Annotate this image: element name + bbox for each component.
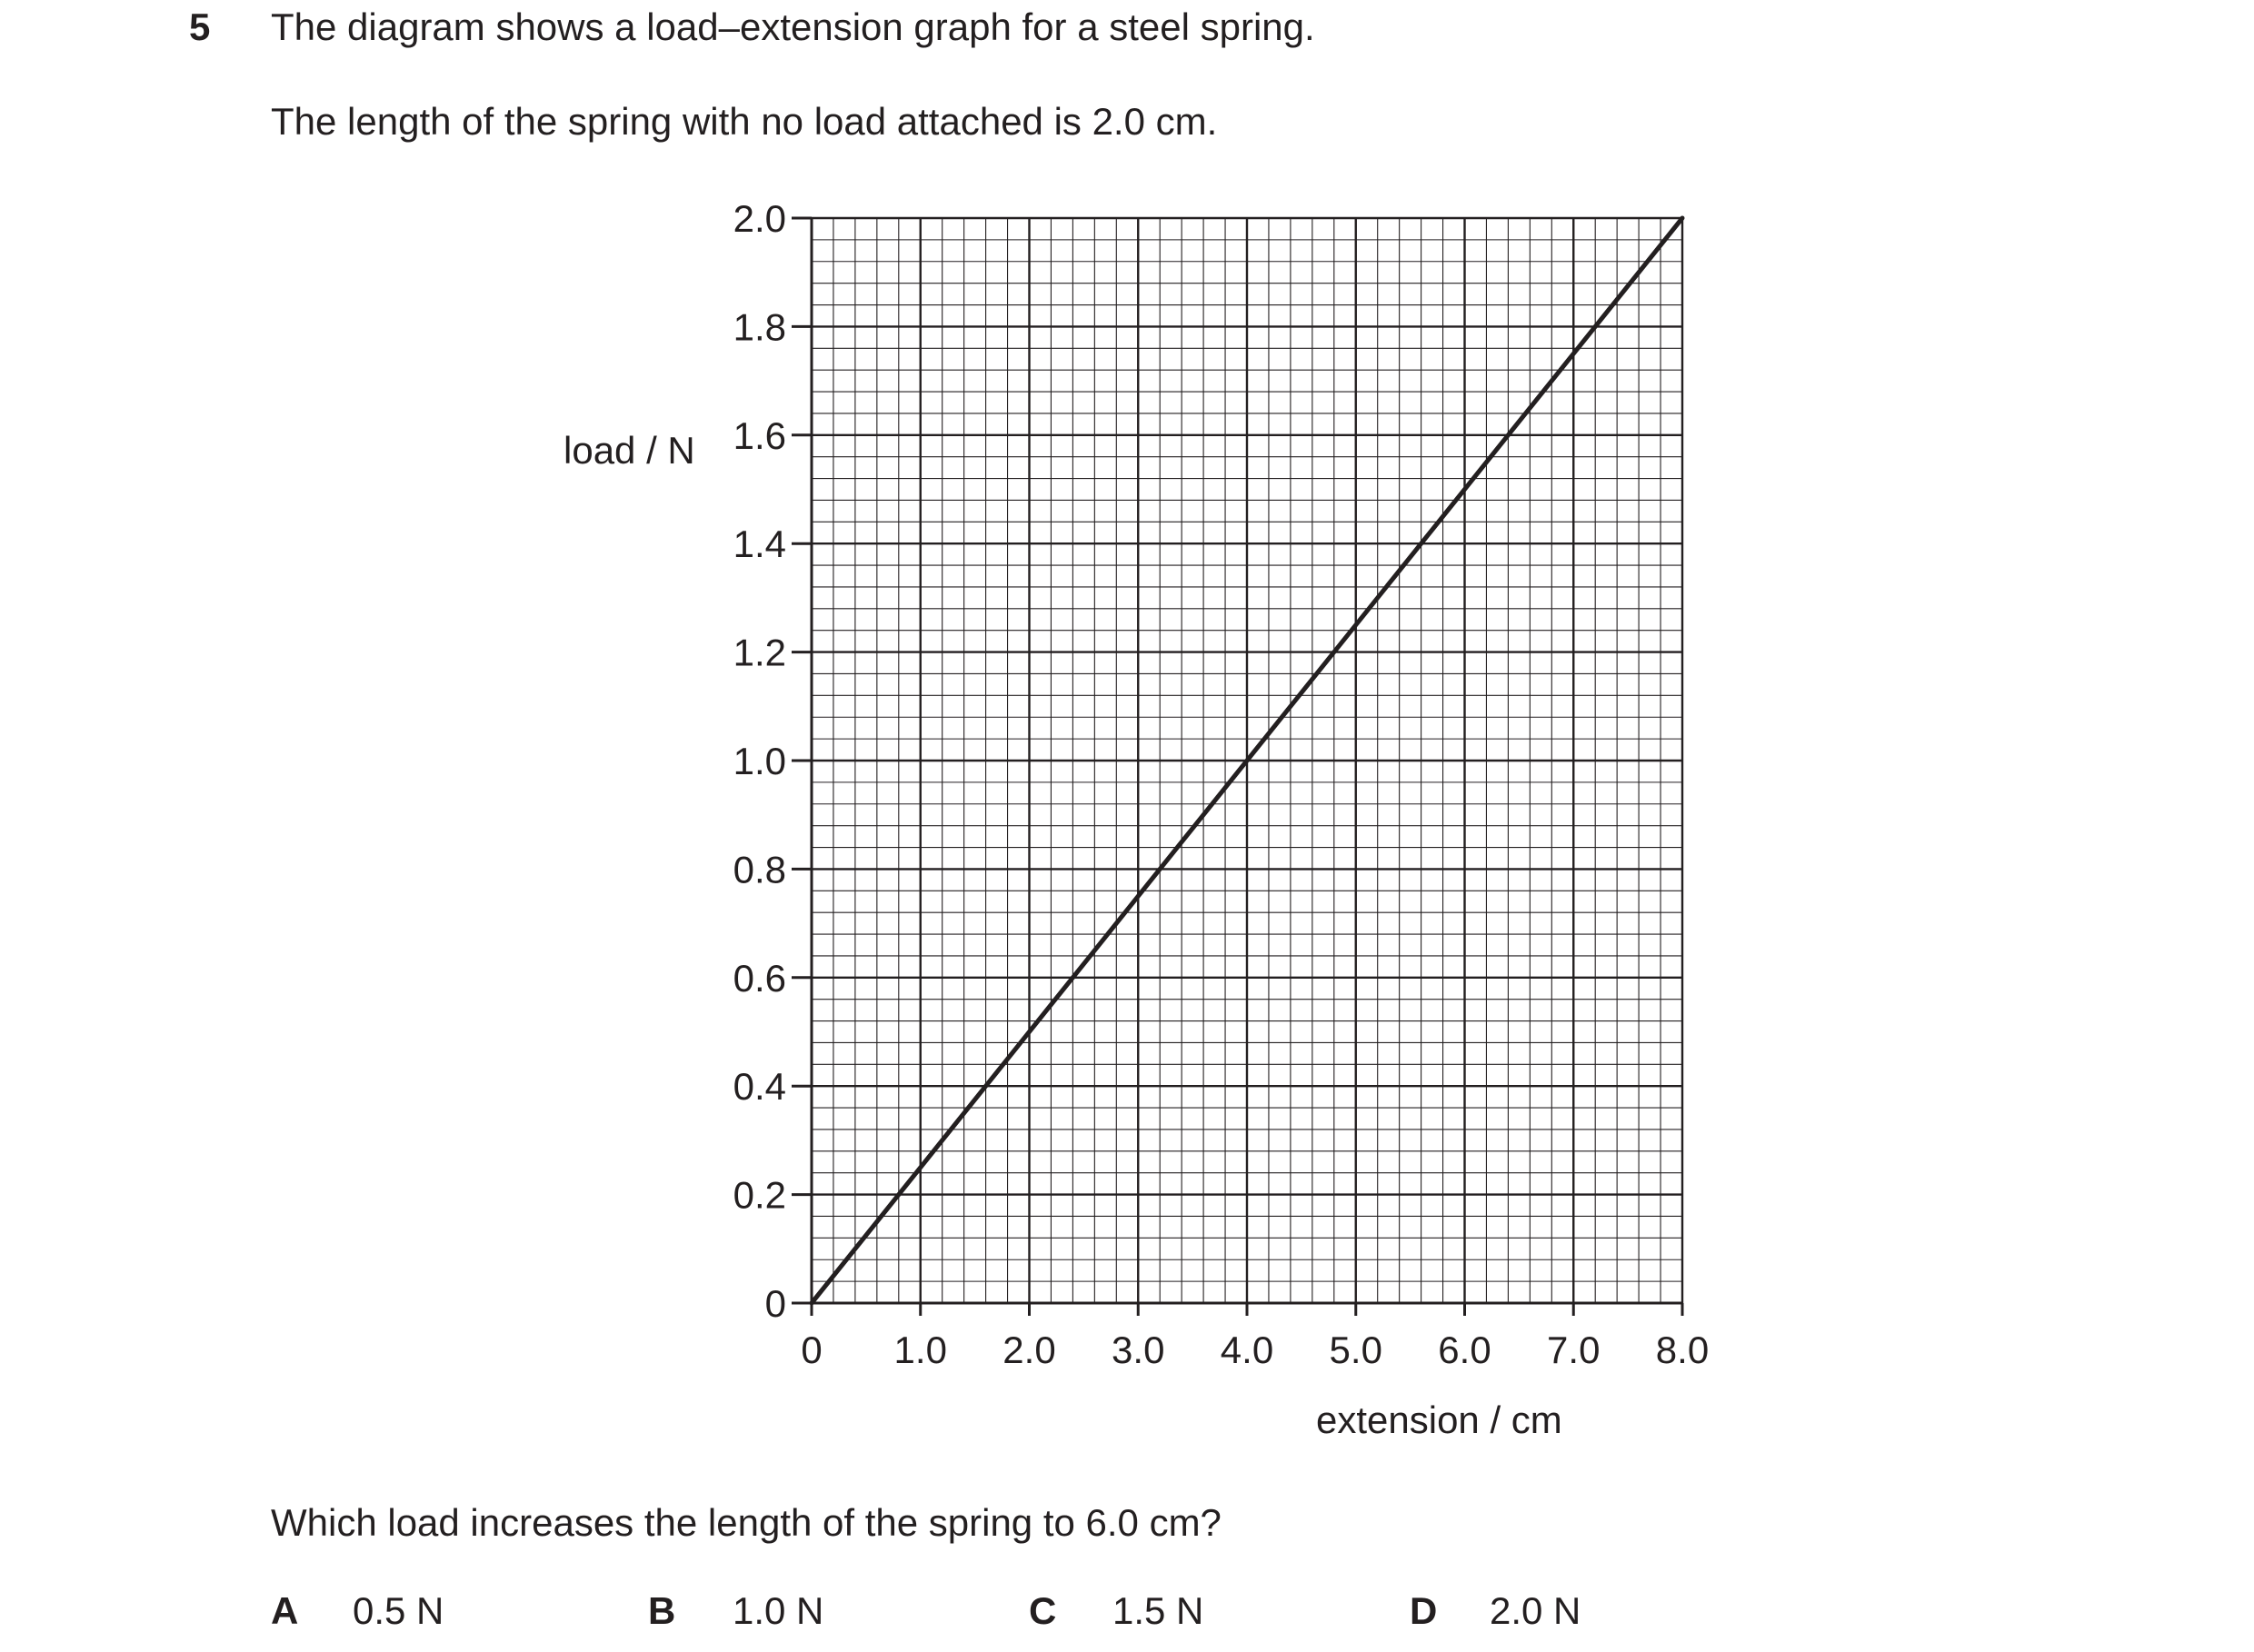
option-c-value[interactable]: 1.5 N <box>1112 1589 1204 1632</box>
minor-grid <box>812 218 1682 1303</box>
series-lines <box>812 218 1682 1303</box>
question-stem-line-1: The diagram shows a load–extension graph for a steel spring. <box>271 5 1315 48</box>
option-a-value[interactable]: 0.5 N <box>353 1589 444 1632</box>
x-axis-label: extension / cm <box>1316 1398 1562 1441</box>
x-tick-label: 6.0 <box>1438 1329 1491 1371</box>
x-tick-label: 5.0 <box>1329 1329 1382 1371</box>
option-b-letter: B <box>648 1589 676 1632</box>
y-tick-label: 0 <box>764 1282 786 1325</box>
x-tick-label: 4.0 <box>1220 1329 1274 1371</box>
y-tick-label: 1.8 <box>733 305 786 349</box>
y-tick-label: 0.2 <box>733 1173 786 1217</box>
major-grid <box>812 218 1682 1303</box>
option-a-letter: A <box>271 1589 299 1632</box>
question-number: 5 <box>189 5 211 48</box>
x-tick-label: 7.0 <box>1547 1329 1601 1371</box>
question-stem-line-2: The length of the spring with no load attached is 2.0 cm. <box>271 100 1218 143</box>
x-tick-label: 2.0 <box>1002 1329 1056 1371</box>
y-axis-label: load / N <box>564 429 695 472</box>
tick-marks <box>792 218 1682 1316</box>
y-tick-label: 1.2 <box>733 631 786 674</box>
y-tick-label: 2.0 <box>733 197 786 240</box>
option-b-value[interactable]: 1.0 N <box>733 1589 824 1632</box>
y-tick-label: 0.4 <box>733 1065 786 1109</box>
option-d-value[interactable]: 2.0 N <box>1490 1589 1581 1632</box>
y-tick-label: 1.0 <box>733 740 786 782</box>
x-tick-label: 1.0 <box>893 1329 947 1371</box>
y-tick-label: 0.6 <box>733 956 786 1000</box>
axes <box>812 218 1682 1303</box>
x-tick-label: 8.0 <box>1655 1329 1710 1371</box>
tick-labels <box>733 197 1710 1371</box>
y-tick-label: 1.4 <box>733 522 786 566</box>
option-d-letter: D <box>1410 1589 1438 1632</box>
question-prompt: Which load increases the length of the spring to 6.0 cm? <box>271 1501 1222 1544</box>
x-tick-label: 3.0 <box>1112 1329 1165 1371</box>
option-c-letter: C <box>1029 1589 1057 1632</box>
load-extension-line <box>812 218 1682 1303</box>
y-tick-label: 0.8 <box>733 848 786 891</box>
y-tick-label: 1.6 <box>733 413 786 457</box>
x-tick-label: 0 <box>801 1329 823 1371</box>
